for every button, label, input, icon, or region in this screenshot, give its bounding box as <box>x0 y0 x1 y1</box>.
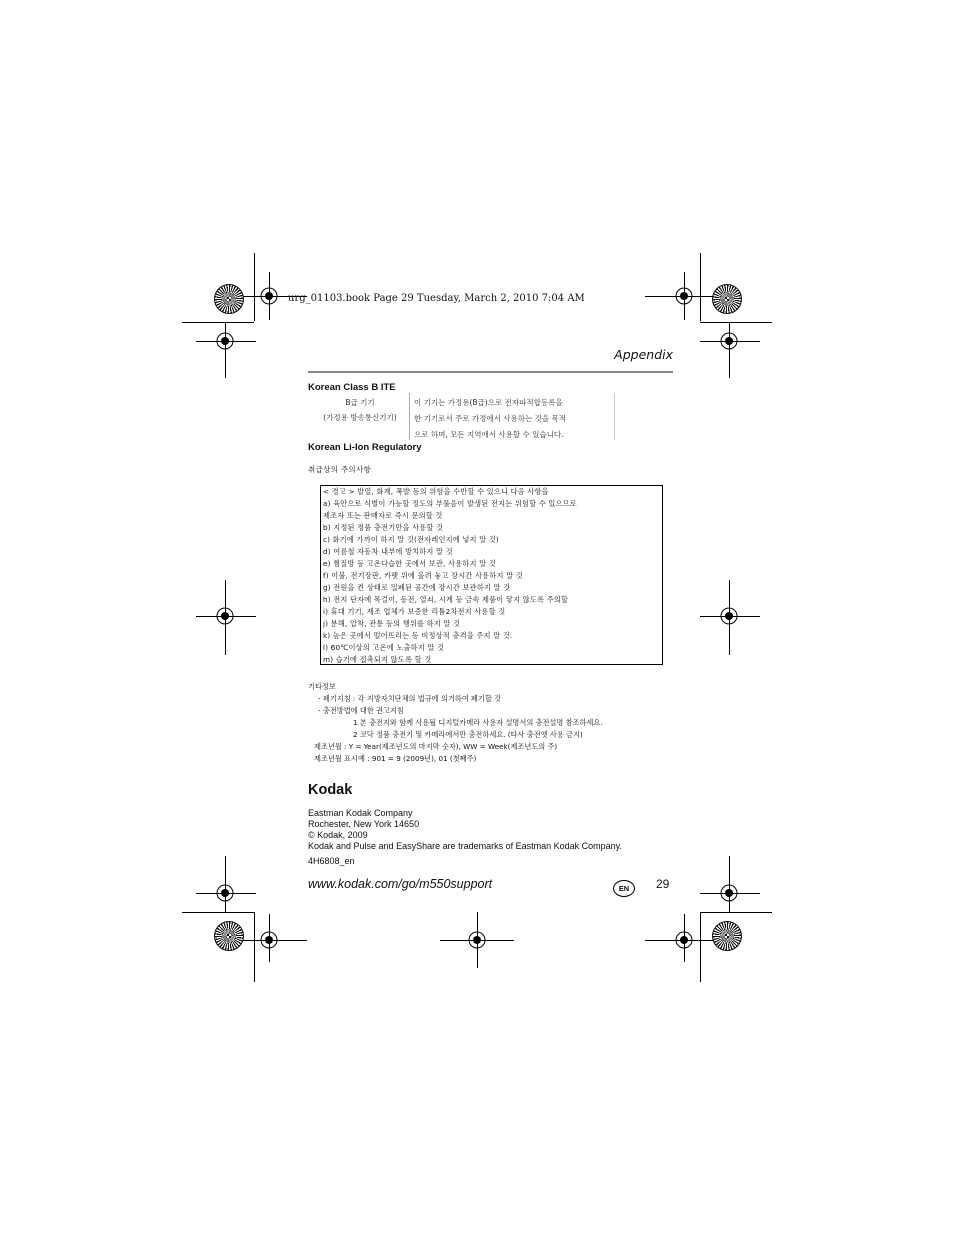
warning-line: j) 분해, 압착, 관통 등의 행위를 하지 말 것 <box>323 619 461 628</box>
warning-line: g) 전원을 켠 상태로 밀폐된 공간에 장시간 보관하지 말 것 <box>323 583 511 592</box>
li-ion-heading: Korean Li-Ion Regulatory <box>308 442 422 453</box>
class-b-left-line: (가정용 방송통신기기) <box>323 413 397 422</box>
class-b-left-line: B급 기기 <box>345 398 375 407</box>
warning-box <box>320 485 663 665</box>
other-info-line: 2 코닥 정품 충전기 및 카메라에서만 충전하세요. (타사 충전엣 사용 금지) <box>353 730 583 739</box>
color-target-icon <box>214 284 244 314</box>
class-b-heading: Korean Class B ITE <box>308 382 396 393</box>
warning-line: 제조자 또는 판매자로 즉시 문의할 것 <box>323 511 443 520</box>
company-address <box>308 808 622 852</box>
address-line: Eastman Kodak Company <box>308 808 413 818</box>
class-b-right-line: 이 기기는 가정용(B급)으로 전자파적합등록을 <box>414 398 563 407</box>
address-line: Kodak and Pulse and EasyShare are trademarks of Eastman Kodak Company. <box>308 841 623 851</box>
other-info-line: 제조년월 표시예 : 901 = 9 (2009년), 01 (첫째주) <box>314 754 477 763</box>
warning-line: < 경고 > 발열, 화재, 폭발 등의 위험을 수반할 수 있으니 다음 사항을 <box>323 487 549 496</box>
class-b-right-line: 으로 하며, 모든 지역에서 사용할 수 있습니다. <box>414 430 564 439</box>
color-target-icon <box>712 284 742 314</box>
warning-line: h) 전지 단자에 목걸이, 동전, 열쇠, 시계 등 금속 제품이 닿지 않도록 주의할 <box>323 595 569 604</box>
language-badge: EN <box>613 880 635 897</box>
address-line: © Kodak, 2009 <box>308 830 368 840</box>
other-info <box>308 681 603 765</box>
warning-line: a) 육안으로 식별이 가능할 정도의 부풀음이 발생된 전지는 위험할 수 있으므로 <box>323 499 577 508</box>
section-title: Appendix <box>614 347 673 362</box>
kodak-logo: Kodak <box>308 782 353 798</box>
warning-line: c) 화기에 가까이 하지 말 것(전자레인지에 넣지 말 것) <box>323 535 499 544</box>
color-target-icon <box>712 921 742 951</box>
class-b-left-cell <box>310 395 410 425</box>
warning-line: d) 여름철 자동차 내부에 방치하지 말 것 <box>323 547 453 556</box>
doc-code: 4H6808_en <box>308 856 355 866</box>
warning-line: e) 찜질방 등 고온다습한 곳에서 보관, 사용하지 말 것 <box>323 559 496 568</box>
book-header: urg_01103.book Page 29 Tuesday, March 2, 2010 7:04 AM <box>288 293 585 304</box>
other-info-line: - 충전방법에 대한 권고지침 <box>318 706 404 715</box>
li-ion-subheading: 취급상의 주의사항 <box>308 465 372 474</box>
warning-line: f) 이불, 전기장판, 카펫 위에 올려 놓고 장시간 사용하지 말 것 <box>323 571 523 580</box>
class-b-divider <box>409 393 410 440</box>
header-rule <box>308 371 673 373</box>
other-info-line: 1 본 충전지와 함께 사용될 디지털카메라 사용자 설명서의 충전설명 참조하세요. <box>353 718 603 727</box>
other-info-line: - 폐기지침 : 각 지방자치단체의 법규에 의거하여 폐기할 것 <box>318 694 501 703</box>
warning-line: b) 지정된 정품 충전기만을 사용할 것 <box>323 523 444 532</box>
warning-line: m) 습기에 접촉되지 않도록 할 것 <box>323 655 432 664</box>
address-line: Rochester, New York 14650 <box>308 819 420 829</box>
warning-line: l) 60℃이상의 고온에 노출하지 말 것 <box>323 643 445 652</box>
class-b-right-cell <box>414 395 614 443</box>
warning-line: k) 높은 곳에서 떨어뜨리는 등 비정상적 충격을 주지 말 것. <box>323 631 513 640</box>
class-b-right-line: 한 기기로서 주로 가정에서 사용하는 것을 목적 <box>414 414 566 423</box>
warning-line: i) 휴대 기기, 제조 업체가 보증한 리튬2차전지 사용할 것 <box>323 607 506 616</box>
other-info-line: 제조년월 : Y = Year(제조년도의 마지막 숫자), WW = Week(제조년도의 주) <box>314 742 558 751</box>
class-b-divider <box>614 393 615 440</box>
support-url[interactable]: www.kodak.com/go/m550support <box>308 877 493 891</box>
page-number: 29 <box>656 877 670 891</box>
other-info-title: 기타정보 <box>308 682 336 691</box>
color-target-icon <box>214 921 244 951</box>
